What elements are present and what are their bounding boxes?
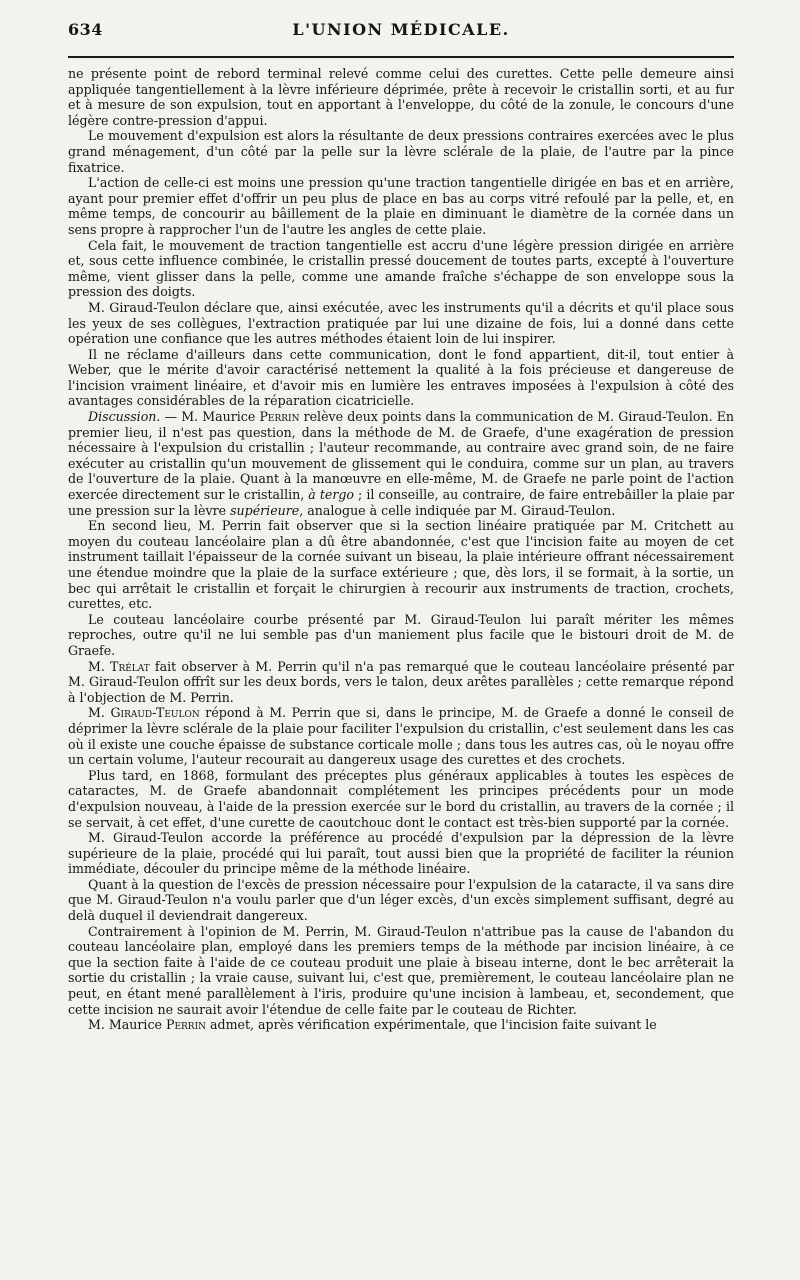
- discussion-text-2: ; il conseille, au contraire, de faire entrebâiller la plaie par une pression sur la lèvre: [68, 487, 734, 518]
- paragraph-traction: Cela fait, le mouvement de traction tangentielle est accru d'une légère pression dirigée en arrière et, sous cette influence combinée, le cristallin pressé doucement de toutes parts, excepté à l'ouverture même, vient glisser dans la pelle, comme une amande fraîche s'échappe de son enveloppe sous la pression des doigts.: [68, 237, 734, 300]
- paragraph-plus-tard: Plus tard, en 1868, formulant des préceptes plus généraux applicables à toutes les espèces de cataractes, M. de Graefe abandonnait complétement les principes précédents pour un mode d'expulsion nouveau, à l'aide de la pression exercée sur le bord du cristallin, au travers de la cornée ; il se servait, à cet effet, d'une curette de caoutchouc dont le contact est très-bien supporté par la cornée.: [68, 767, 734, 830]
- discussion-speaker: Perrin: [259, 409, 300, 425]
- discussion-text-3: , analogue à celle indiquée par M. Giraud-Teulon.: [299, 502, 616, 518]
- trelat-text: fait observer à M. Perrin qu'il n'a pas remarqué que le couteau lancéolaire présenté par M. Giraud-Teulon offrît sur les deux bords, vers le talon, deux arêtes parallèles ; cette remarque répond à l'objection de M. Perrin.: [68, 658, 735, 705]
- paragraph-action-pince: L'action de celle-ci est moins une pression qu'une traction tangentielle dirigée en bas et en arrière, ayant pour premier effet d'offrir un peu plus de place en bas au corps vitré refoulé par la pelle, et, en même temps, de concourir au bâillement de la plaie en diminuant le diamètre de la cornée dans un sens propre à rapprocher l'un de l'autre les angles de cette plaie.: [68, 175, 734, 237]
- giraud-text: répond à M. Perrin que si, dans le principe, M. de Graefe a donné le conseil de déprimer la lèvre sclérale de la plaie pour faciliter l'expulsion du cristallin, c'est seulement dans les cas où il existe une couche épaisse de substance corticale molle ; dans tous les autres cas, où le noyau offre un certain volume, l'auteur recourait au dangereux usage des curettes et des crochets.: [68, 705, 734, 768]
- paragraph-exces-pression: Quant à la question de l'excès de pression nécessaire pour l'expulsion de la cataracte, il va sans dire que M. Giraud-Teulon n'a voulu parler que d'un léger excès, d'un excès simplement suffisant, degré au delà duquel il deviendrait dangereux.: [68, 876, 734, 924]
- page-number: 634: [68, 20, 103, 39]
- paragraph-discussion: [68, 409, 734, 518]
- paragraph-pelle: ne présente point de rebord terminal relevé comme celui des curettes. Cette pelle demeure ainsi appliquée tangentiellement à la lèvre inférieure déprimée, prête à recevoir le cristallin sorti, et au fur et à mesure de son expulsion, tout en apportant à l'enveloppe, du côté de la zonule, le concours d'une légère contre-pression d'appui.: [68, 66, 734, 128]
- body-text: [68, 58, 734, 1033]
- paragraph-mouvement-expulsion: Le mouvement d'expulsion est alors la résultante de deux pressions contraires exercées avec le plus grand ménagement, d'un côté par la pelle sur la lèvre sclérale de la plaie, de l'autre par la pince fixatrice.: [68, 128, 734, 175]
- last-speaker: Perrin: [165, 1017, 207, 1033]
- trelat-prefix: M.: [88, 658, 111, 674]
- discussion-label: Discussion.: [88, 409, 161, 425]
- paragraph-trelat: [68, 659, 734, 706]
- paragraph-giraud-repond: [68, 705, 734, 767]
- discussion-italic-superieure: supérieure: [230, 502, 300, 518]
- giraud-speaker: Giraud-Teulon: [110, 705, 200, 721]
- giraud-prefix: M.: [88, 705, 111, 721]
- paragraph-weber: Il ne réclame d'ailleurs dans cette communication, dont le fond appartient, dit-il, tout entier à Weber, que le mérite d'avoir caractérisé nettement la qualité à la fois précieuse et dangereuse de l'incision vraiment linéaire, et d'avoir mis en lumière les entraves imposées à l'expulsion à côté des avantages considérables de la réparation cicatricielle.: [68, 346, 734, 409]
- trelat-speaker: Trélat: [110, 658, 150, 674]
- discussion-text: relève deux points dans la communication de M. Giraud-Teulon. En premier lieu, il n'est pas question, dans la méthode de M. de Graefe, d'une exagération de pression nécessaire à l'expulsion du cristallin ; l'auteur recommande, au contraire avec grand soin, de ne faire exécuter au cristallin qu'un mouvement de glissement qui le conduira, comme sur un plan, au travers de l'ouverture de la plaie. Quant à la manœuvre en elle-même, M. de Graefe ne parle point de l'action exercée directement sur le cristallin,: [68, 409, 734, 503]
- discussion-italic-tergo: à tergo: [308, 487, 355, 503]
- discussion-dash: — M. Maurice: [160, 409, 260, 425]
- paragraph-second-lieu: En second lieu, M. Perrin fait observer que si la section linéaire pratiquée par M. Critchett au moyen du couteau lancéolaire plan a dû être abandonnée, c'est que l'incision faite au moyen de cet instrument taillait l'épaisseur de la cornée suivant un biseau, la plaie intérieure offrant nécessairement une étendue moindre que la plaie de la surface extérieure ; que, dès lors, il se formait, à la sortie, un bec qui arrêtait le cristallin et forçait le chirurgien à recourir aux instruments de traction, crochets, curettes, etc.: [68, 518, 734, 612]
- paragraph-giraud-accorde: M. Giraud-Teulon accorde la préférence au procédé d'expulsion par la dépression de la lèvre supérieure de la plaie, procédé qui lui paraît, tout aussi bien que la propriété de faciliter la réunion immédiate, découler du principe même de la méthode linéaire.: [68, 830, 734, 877]
- journal-title: L'UNION MÉDICALE.: [292, 20, 510, 39]
- last-prefix: M. Maurice: [88, 1017, 166, 1033]
- paragraph-couteau-courbe: Le couteau lancéolaire courbe présenté par M. Giraud-Teulon lui paraît mériter les mêmes reproches, outre qu'il ne lui semble pas d'un maniement plus facile que le bistouri droit de M. de Graefe.: [68, 611, 734, 658]
- paragraph-contrairement: Contrairement à l'opinion de M. Perrin, M. Giraud-Teulon n'attribue pas la cause de l'abandon du couteau lancéolaire plan, employé dans les premiers temps de la méthode par incision linéaire, à ce que la section faite à l'aide de ce couteau produit une plaie à biseau interne, dont le bec arrêterait la sortie du cristallin ; la vraie cause, suivant lui, c'est que, premièrement, le couteau lancéolaire plan ne peut, en étant mené parallèlement à l'iris, produire qu'une incision à lambeau, et, secondement, que cette incision ne saurait avoir l'étendue de celle faite par le couteau de Richter.: [68, 923, 734, 1017]
- last-text: admet, après vérification expérimentale, que l'incision faite suivant le: [206, 1017, 657, 1033]
- paragraph-perrin-admet: [68, 1017, 734, 1033]
- paragraph-giraud-declare: M. Giraud-Teulon déclare que, ainsi exécutée, avec les instruments qu'il a décrits et qu'il place sous les yeux de ses collègues, l'extraction pratiquée par lui une dizaine de fois, lui a donné dans cette opération une confiance que les autres méthodes étaient loin de lui inspirer.: [68, 299, 734, 347]
- running-head: [68, 0, 734, 58]
